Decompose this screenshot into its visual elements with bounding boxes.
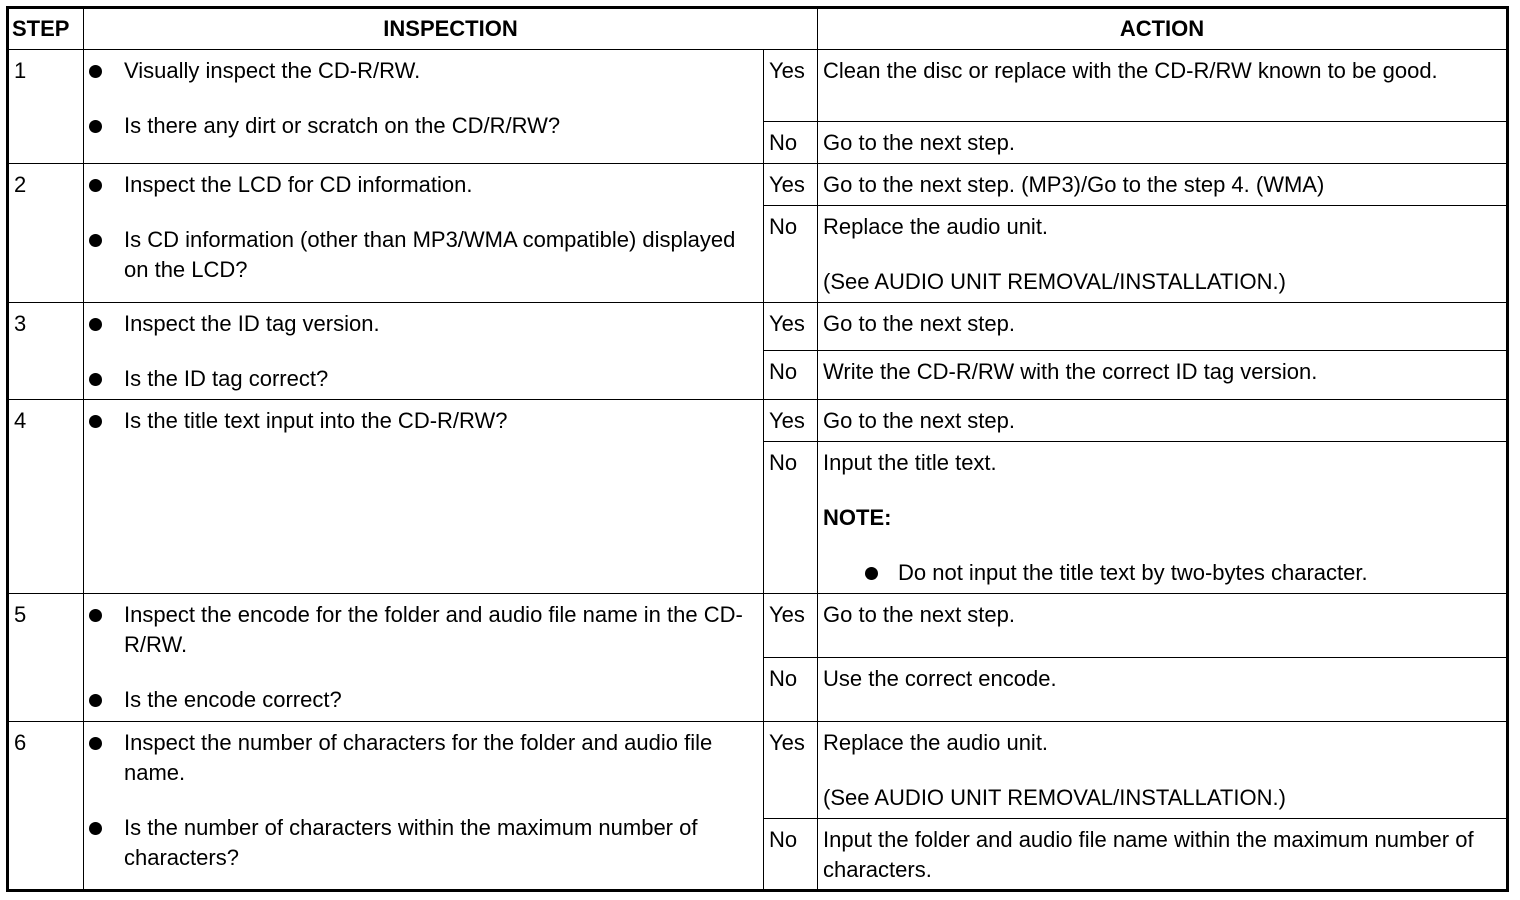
note-label: NOTE: — [823, 505, 892, 530]
no-action: Input the title text. NOTE: Do not input the title text by two-bytes character. — [818, 442, 1508, 594]
yes-label: Yes — [764, 164, 818, 206]
no-action: Use the correct encode. — [818, 658, 1508, 722]
bullet-icon — [89, 120, 102, 133]
table-row — [8, 164, 1508, 206]
bullet-icon — [89, 179, 102, 192]
step-header: STEP — [8, 8, 84, 50]
no-label: No — [764, 122, 818, 164]
table-row — [8, 50, 1508, 122]
inspection-cell — [84, 50, 764, 164]
step-number: 1 — [8, 50, 84, 164]
inspection-item: Is CD information (other than MP3/WMA compatible) displayed on the LCD? — [89, 225, 758, 285]
step-number: 6 — [8, 722, 84, 891]
no-label: No — [764, 819, 818, 891]
step-number: 4 — [8, 400, 84, 594]
inspection-cell — [84, 594, 764, 722]
note-list — [823, 558, 1501, 588]
no-label: No — [764, 442, 818, 594]
yes-label: Yes — [764, 722, 818, 819]
bullet-icon — [89, 373, 102, 386]
inspection-item: Inspect the number of characters for the folder and audio file name. — [89, 728, 758, 788]
inspection-cell — [84, 164, 764, 303]
no-action: Go to the next step. — [818, 122, 1508, 164]
yes-label: Yes — [764, 50, 818, 122]
inspection-item: Is the title text input into the CD-R/RW? — [89, 406, 758, 436]
yes-action: Go to the next step. — [818, 400, 1508, 442]
yes-label: Yes — [764, 594, 818, 658]
no-label: No — [764, 206, 818, 303]
inspection-item: Inspect the LCD for CD information. — [89, 170, 758, 200]
diagnostic-table — [6, 6, 1509, 892]
yes-action: Clean the disc or replace with the CD-R/RW known to be good. — [818, 50, 1508, 122]
no-label: No — [764, 351, 818, 400]
inspection-cell — [84, 303, 764, 400]
yes-action: Replace the audio unit. (See AUDIO UNIT REMOVAL/INSTALLATION.) — [818, 722, 1508, 819]
inspection-cell — [84, 400, 764, 594]
step-number: 2 — [8, 164, 84, 303]
yes-action: Go to the next step. — [818, 594, 1508, 658]
step-number: 5 — [8, 594, 84, 722]
yes-action: Go to the next step. (MP3)/Go to the step 4. (WMA) — [818, 164, 1508, 206]
inspection-header: INSPECTION — [84, 8, 818, 50]
yes-label: Yes — [764, 400, 818, 442]
bullet-icon — [89, 609, 102, 622]
inspection-item: Inspect the ID tag version. — [89, 309, 758, 339]
table-row — [8, 400, 1508, 442]
table-row — [8, 594, 1508, 658]
inspection-cell — [84, 722, 764, 891]
yes-label: Yes — [764, 303, 818, 351]
inspection-item: Is the encode correct? — [89, 685, 758, 715]
note-item: Do not input the title text by two-bytes character. — [865, 558, 1501, 588]
no-action: Write the CD-R/RW with the correct ID tag version. — [818, 351, 1508, 400]
bullet-icon — [89, 694, 102, 707]
yes-action: Go to the next step. — [818, 303, 1508, 351]
no-action: Input the folder and audio file name within the maximum number of characters. — [818, 819, 1508, 891]
bullet-icon — [89, 65, 102, 78]
no-action: Replace the audio unit. (See AUDIO UNIT REMOVAL/INSTALLATION.) — [818, 206, 1508, 303]
action-header: ACTION — [818, 8, 1508, 50]
bullet-icon — [89, 415, 102, 428]
bullet-icon — [865, 567, 878, 580]
bullet-icon — [89, 318, 102, 331]
no-label: No — [764, 658, 818, 722]
bullet-icon — [89, 822, 102, 835]
header-row — [8, 8, 1508, 50]
step-number: 3 — [8, 303, 84, 400]
inspection-item: Is the ID tag correct? — [89, 364, 758, 394]
inspection-item: Visually inspect the CD-R/RW. — [89, 56, 758, 86]
table-row — [8, 722, 1508, 819]
inspection-item: Is the number of characters within the maximum number of characters? — [89, 813, 758, 873]
table-row — [8, 303, 1508, 351]
bullet-icon — [89, 737, 102, 750]
bullet-icon — [89, 234, 102, 247]
inspection-item: Is there any dirt or scratch on the CD/R/RW? — [89, 111, 758, 141]
inspection-item: Inspect the encode for the folder and audio file name in the CD-R/RW. — [89, 600, 758, 660]
